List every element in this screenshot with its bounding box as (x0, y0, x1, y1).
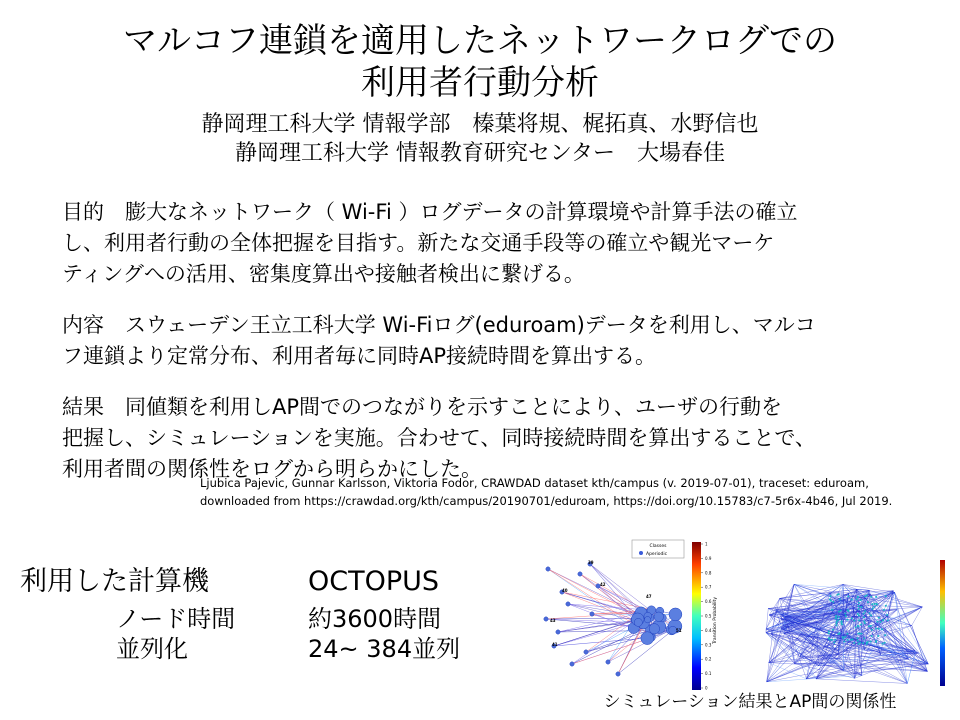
graph-node (851, 617, 853, 619)
graph-node (860, 599, 862, 601)
graph-node (863, 616, 865, 618)
graph-node (862, 642, 864, 644)
colorbar-tick-label: 0.9 (705, 555, 712, 561)
graph-node (570, 662, 574, 666)
graph-node (876, 621, 878, 623)
graph-node (885, 595, 887, 597)
graph-node-label: 42 (600, 582, 606, 587)
graph-node (866, 594, 868, 596)
graph-node (860, 624, 862, 626)
graph-node (835, 624, 837, 626)
graph-node (882, 643, 884, 645)
graph-node (850, 639, 852, 641)
legend-item: Aperiodic (646, 552, 668, 557)
graph-node (871, 603, 873, 605)
graph-node (858, 643, 860, 645)
graph-node (649, 624, 659, 634)
dataset-citation (200, 474, 940, 510)
citation-line: downloaded from https://crawdad.org/kth/campus/20190701/eduroam, https://doi.org/10.15783/c7-5r6x-4b46, Jul 2019. (200, 494, 893, 508)
graph-node (840, 621, 842, 623)
graph-node (885, 605, 887, 607)
graph-node (869, 612, 871, 614)
graph-node (847, 609, 849, 611)
graph-node (875, 596, 877, 598)
colorbar-right (940, 560, 945, 686)
purpose-line: 目的 膨大なネットワーク（ Wi-Fi ）ログデータの計算環境や計算手法の確立 (62, 200, 798, 224)
graph-node (852, 638, 854, 640)
graph-node (841, 623, 843, 625)
graph-node (840, 610, 842, 612)
graph-node (616, 672, 620, 676)
graph-node (831, 609, 833, 611)
graph-node (875, 641, 877, 643)
graph-node-label: 43 (550, 618, 556, 623)
graph-node (864, 622, 866, 624)
graph-node (835, 617, 837, 619)
graph-node (858, 608, 860, 610)
colorbar-tick-label: 0.3 (705, 642, 712, 648)
graph-node (884, 634, 886, 636)
graph-node (858, 605, 860, 607)
colorbar-tick-label: 0.7 (705, 584, 712, 590)
graph-node (828, 630, 830, 632)
graph-node (844, 612, 846, 614)
graph-node (829, 599, 831, 601)
graph-node (828, 637, 830, 639)
graph-node (853, 620, 855, 622)
graph-node (654, 612, 664, 622)
graph-node (863, 612, 865, 614)
graph-node (838, 593, 840, 595)
graph-node (858, 615, 860, 617)
graph-node (878, 617, 880, 619)
graph-node (556, 630, 560, 634)
graph-node (870, 614, 872, 616)
graph-node (870, 640, 872, 642)
graph-node (881, 628, 883, 630)
result-line: 把握し、シミュレーションを実施。合わせて、同時接続時間を算出することで、 (62, 426, 816, 450)
graph-node (846, 633, 848, 635)
graph-node (863, 637, 865, 639)
graph-node (839, 632, 841, 634)
colorbar-gradient (692, 542, 701, 690)
network-graph-left (544, 560, 682, 676)
citation-line: Ljubica Pajevic, Gunnar Karlsson, Viktoria Fodor, CRAWDAD dataset kth/campus (v. 2019-07-01), traceset: eduroam, (200, 476, 869, 490)
graph-node (851, 598, 853, 600)
network-graph-right (766, 584, 928, 683)
graph-node (879, 621, 881, 623)
graph-node (857, 596, 859, 598)
graph-node (871, 629, 873, 631)
graph-node (867, 641, 869, 643)
graph-node (584, 650, 588, 654)
graph-node (838, 616, 840, 618)
graph-node (847, 595, 849, 597)
authors-line1: 静岡理工科大学 情報学部 榛葉将規、梶拓真、水野信也 (201, 112, 759, 137)
graph-node (831, 639, 833, 641)
result-line: 利用者間の関係性をログから明らかにした。 (62, 457, 482, 481)
graph-node (875, 603, 877, 605)
poster-title-line1: マルコフ連鎖を適用したネットワークログでの (123, 21, 837, 61)
graph-node (868, 625, 870, 627)
graph-node (874, 603, 876, 605)
graph-node (856, 598, 858, 600)
graph-node (644, 617, 650, 623)
graph-node (883, 609, 885, 611)
graph-node (832, 629, 834, 631)
graph-node (832, 601, 834, 603)
colorbar-tick-label: 0 (705, 685, 708, 691)
graph-node (864, 610, 866, 612)
legend-marker (639, 551, 643, 555)
result-section (62, 392, 922, 485)
purpose-line: ティングへの活用、密集度算出や接触者検出に繋げる。 (62, 262, 585, 286)
graph-node (834, 639, 836, 641)
graph-node (634, 618, 642, 626)
graph-node (878, 628, 880, 630)
graph-node (857, 625, 859, 627)
computer-name: OCTOPUS (308, 566, 440, 597)
node-hours-value: 約3600時間 (308, 605, 442, 633)
graph-node (546, 567, 550, 571)
result-line: 結果 同値類を利用しAP間でのつながりを示すことにより、ユーザの行動を (62, 395, 783, 419)
graph-node (853, 642, 855, 644)
graph-node (606, 660, 610, 664)
graph-node-label: 51 (676, 628, 682, 633)
network-figure (528, 534, 960, 694)
purpose-section (62, 197, 922, 290)
graph-node (847, 639, 849, 641)
graph-node (857, 613, 859, 615)
figure-caption: シミュレーション結果とAP間の関係性 (603, 692, 897, 712)
graph-node (641, 632, 654, 645)
graph-node (566, 602, 570, 606)
colorbar-tick-label: 0.6 (705, 599, 712, 605)
colorbar-label: Transition Probability (713, 597, 718, 644)
authors-line2: 静岡理工科大学 情報教育研究センター 大場春佳 (234, 141, 726, 166)
parallel-label: 並列化 (116, 635, 188, 663)
graph-node (870, 625, 872, 627)
graph-node (866, 643, 868, 645)
graph-node (884, 642, 886, 644)
graph-node (590, 612, 594, 616)
purpose-line: し、利用者行動の全体把握を目指す。新たな交通手段等の確立や観光マーケ (62, 231, 775, 255)
colorbar-tick-label: 0.2 (705, 656, 712, 662)
colorbar-tick-label: 0.1 (705, 671, 712, 677)
computer-label: 利用した計算機 (20, 566, 209, 597)
graph-node (544, 617, 548, 621)
graph-node (887, 619, 889, 621)
graph-node (839, 598, 841, 600)
colorbar-tick-label: 0.5 (705, 613, 712, 619)
graph-node (867, 601, 869, 603)
graph-legend (632, 540, 684, 558)
graph-node (873, 606, 875, 608)
content-section (62, 310, 922, 372)
graph-node (838, 611, 840, 613)
graph-node (837, 619, 839, 621)
legend-title: Classes (649, 544, 667, 549)
graph-node (886, 614, 888, 616)
graph-node (855, 626, 857, 628)
content-line: 内容 スウェーデン王立工科大学 Wi-Fiログ(eduroam)データを利用し、マルコ (62, 313, 816, 337)
graph-node (844, 636, 846, 638)
graph-node (578, 572, 582, 576)
graph-node (843, 641, 845, 643)
colorbar-tick-label: 0.4 (705, 627, 712, 633)
graph-node (845, 615, 847, 617)
content-line: フ連鎖より定常分布、利用者毎に同時AP接続時間を算出する。 (62, 344, 657, 368)
graph-node-label: 40 (562, 588, 568, 593)
graph-node-label: 39 (588, 560, 594, 565)
transition-colorbar (692, 542, 718, 691)
graph-node (877, 635, 879, 637)
parallel-value: 24~ 384並列 (308, 635, 461, 663)
graph-node-label: 41 (552, 642, 558, 647)
graph-node (859, 633, 861, 635)
graph-node (833, 642, 835, 644)
graph-node (858, 602, 860, 604)
graph-node (875, 628, 877, 630)
graph-node (863, 620, 865, 622)
graph-node (871, 635, 873, 637)
graph-node (857, 640, 859, 642)
graph-node (859, 642, 861, 644)
graph-node-label: 47 (646, 594, 652, 599)
graph-node (669, 608, 682, 621)
graph-node (860, 606, 862, 608)
node-hours-label: ノード時間 (116, 605, 236, 633)
graph-node (829, 595, 831, 597)
graph-node (870, 596, 872, 598)
colorbar-tick-label: 1 (705, 541, 708, 547)
poster-title-line2: 利用者行動分析 (361, 63, 599, 103)
graph-node (872, 608, 874, 610)
graph-node (858, 619, 860, 621)
graph-node (835, 622, 837, 624)
graph-node (882, 619, 884, 621)
graph-node (842, 636, 844, 638)
graph-node (828, 632, 830, 634)
graph-node (847, 619, 849, 621)
graph-node (835, 615, 837, 617)
graph-node (856, 637, 858, 639)
colorbar-tick-label: 0.8 (705, 570, 712, 576)
